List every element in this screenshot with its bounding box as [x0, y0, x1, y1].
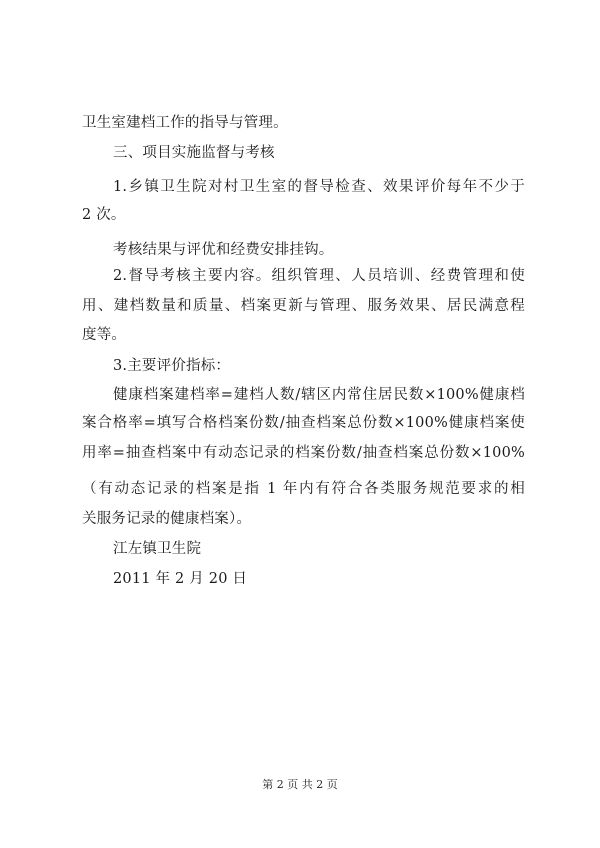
item-3-heading: 3.主要评价指标： [113, 358, 231, 374]
section-heading: 三、项目实施监督与考核 [113, 145, 275, 161]
indicator-line-2: 案合格率=填写合格档案份数/抽查档案总份数×100%健康档案使 [82, 415, 525, 431]
organization-name: 江左镇卫生院 [113, 541, 202, 557]
item-2-line-1: 2.督导考核主要内容。组织管理、人员培训、经费管理和使 [113, 268, 525, 284]
assessment-link-line: 考核结果与评优和经费安排挂钩。 [113, 242, 334, 258]
document-date: 2011 年 2 月 20 日 [113, 571, 248, 587]
item-2-line-2: 用、建档数量和质量、档案更新与管理、服务效果、居民满意程 [82, 298, 525, 314]
indicator-line-4: （有动态记录的档案是指 1 年内有符合各类服务规范要求的相 [82, 481, 525, 497]
indicator-line-1: 健康档案建档率=建档人数/辖区内常住居民数×100%健康档 [113, 387, 525, 403]
indicator-line-3: 用率=抽查档案中有动态记录的档案份数/抽查档案总份数×100% [82, 445, 525, 461]
page-number-footer: 第 2 页 共 2 页 [262, 778, 338, 791]
item-2-line-3: 度等。 [82, 327, 127, 343]
item-1-line-1: 1.乡镇卫生院对村卫生室的督导检查、效果评价每年不少于 [113, 179, 525, 195]
indicator-line-5: 关服务记录的健康档案）。 [82, 511, 252, 527]
paragraph-line-1: 卫生室建档工作的指导与管理。 [82, 115, 288, 131]
item-1-line-2: 2 次。 [82, 207, 126, 223]
